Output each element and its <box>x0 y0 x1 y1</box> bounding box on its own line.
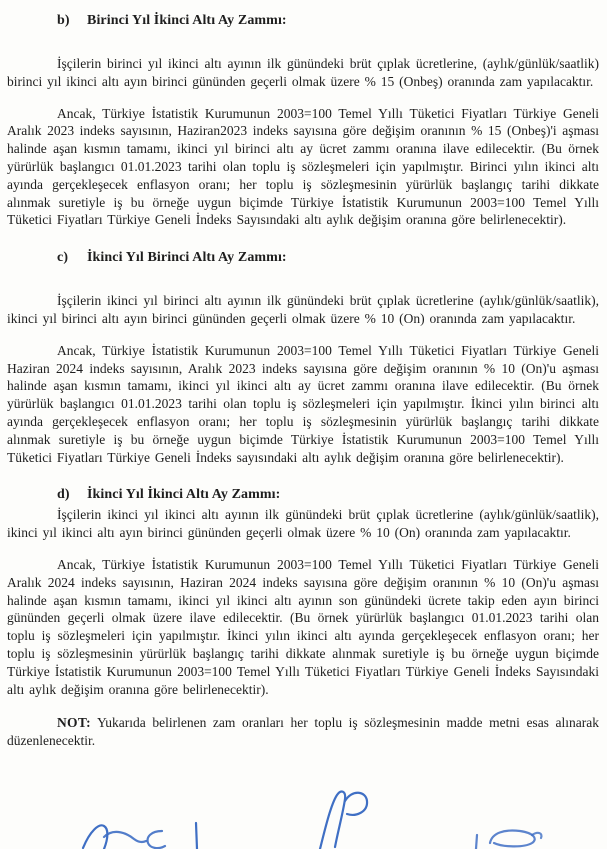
signature-stroke-5 <box>476 835 477 849</box>
section-d <box>7 486 599 698</box>
section-b-marker: b) <box>57 13 70 28</box>
section-b-title: Birinci Yıl İkinci Altı Ay Zammı: <box>87 13 287 28</box>
section-d-marker: d) <box>57 487 70 503</box>
signature-stroke-3 <box>196 823 197 849</box>
section-b-paragraph-1: İşçilerin birinci yıl ikinci altı ayının ilk günündeki brüt çıplak ücretlerine, (aylık/günlük/saatlik) birinci yıl ikinci altı ayın birinci gününden geçerli olmak üzere % 15 (Onbeş) oranında zam yapılacaktır. <box>7 56 599 89</box>
section-d-paragraph-2: Ancak, Türkiye İstatistik Kurumunun 2003=100 Temel Yıllı Tüketici Fiyatları Türkiye Geneli Aralık 2024 indeks sayısının, Haziran 2024 indeks sayısına göre değişim oranının % 10 (On)'u aşması halinde aşan kısmın tamamı, ikinci yıl ikinci altı ayının son günündeki ücrete takip eden ayın birinci gününden geçerli olmak üzere ilave edilecektir. (Bu örnek yürürlük başlangıcı 01.01.2023 tarihi olan toplu iş sözleşmeleri için yapılmıştır. İkinci yılın ikinci altı ayında gerçekleşecek enflasyon oranı; her toplu iş sözleşmesinin yürürlük başlangıç tarihi dikkate alınmak suretiyle iş bu örneğe uygun biçimde Türkiye İstatistik Kurumunun 2003=100 Temel Yıllı Tüketici Fiyatları Türkiye Geneli İndeks Sayısındaki altı aylık değişim oranına göre belirlenecektir). <box>7 556 599 697</box>
signature-stroke-2 <box>148 831 165 848</box>
signature-stroke-1 <box>83 825 107 849</box>
section-d-paragraph-1: İşçilerin ikinci yıl ikinci altı ayının ilk günündeki brüt çıplak ücretlerine (aylık/günlük/saatlik), ikinci yıl ikinci altı ayın birinci gününden geçerli olmak üzere % 10 (On) oranında zam yapılacaktır. <box>7 507 599 541</box>
section-c-paragraph-1: İşçilerin ikinci yıl birinci altı ayının ilk günündeki brüt çıplak ücretlerine (aylık/günlük/saatlik), ikinci yıl birinci altı ayın birinci gününden geçerli olmak üzere % 10 (On) oranında zam yapılacaktır. <box>7 293 599 326</box>
section-c-marker: c) <box>57 250 69 266</box>
section-d-heading <box>7 486 599 504</box>
signature-stroke-4 <box>320 792 345 849</box>
signature-stroke-6-tail <box>532 833 541 838</box>
section-b <box>7 12 599 229</box>
signature-stroke-4-loop <box>345 793 367 815</box>
signature-stroke-1-tail <box>104 832 146 842</box>
note-text: Yukarıda belirlenen zam oranları her toplu iş sözleşmesinin madde metni esas alınarak düzenlenecektir. <box>7 715 599 749</box>
note-label: NOT: <box>57 715 91 731</box>
section-c-heading <box>7 249 599 267</box>
section-b-heading <box>7 12 599 30</box>
section-d-title: İkinci Yıl İkinci Altı Ay Zammı: <box>87 487 281 503</box>
note-paragraph <box>7 714 599 750</box>
signatures-area <box>0 779 607 849</box>
section-c-paragraph-2: Ancak, Türkiye İstatistik Kurumunun 2003=100 Temel Yıllı Tüketici Fiyatları Türkiye Geneli Haziran 2024 indeks sayısının, Aralık 2023 indeks sayısına göre değişim oranının % 10 (On)'u aşması halinde aşan kısmın tamamı, ikinci yıl ikinci altı ay ücret zammı oranına ilave edilecektir. (Bu örnek yürürlük başlangıcı 01.01.2023 tarihi olan toplu iş sözleşmeleri için yapılmıştır. İkinci yılın birinci altı ayında gerçekleşecek enflasyon oranı; her toplu iş sözleşmesinin yürürlük başlangıç tarihi dikkate alınmak suretiyle iş bu örneğe uygun biçimde Türkiye İstatistik Kurumunun 2003=100 Temel Yıllı Tüketici Fiyatları Türkiye Geneli İndeks sayısındaki altı aylık değişim oranına göre belirlenecektir). <box>7 342 599 465</box>
signature-stroke-6 <box>490 831 535 847</box>
section-c <box>7 249 599 466</box>
section-b-paragraph-2: Ancak, Türkiye İstatistik Kurumunun 2003=100 Temel Yıllı Tüketici Fiyatları Türkiye Geneli Aralık 2023 indeks sayısının, Haziran2023 indeks sayısına göre değişim oranının % 15 (Onbeş)'i aşması halinde aşan kısmın tamamı, ikinci yıl birinci altı ay ücret zammı oranına ilave edilecektir. (Bu örnek yürürlük başlangıcı 01.01.2023 tarihi olan toplu iş sözleşmeleri için yapılmıştır. Birinci yılın ikinci altı ayında gerçekleşecek enflasyon oranı; her toplu iş sözleşmesinin yürürlük başlangıç tarihi dikkate alınmak suretiyle iş bu örneğe uygun biçimde Türkiye İstatistik Kurumunun 2003=100 Temel Yıllı Tüketici Fiyatları Türkiye Geneli İndeks Sayısındaki altı aylık değişim oranına göre belirlenecektir). <box>7 105 599 228</box>
section-c-title: İkinci Yıl Birinci Altı Ay Zammı: <box>87 250 287 266</box>
